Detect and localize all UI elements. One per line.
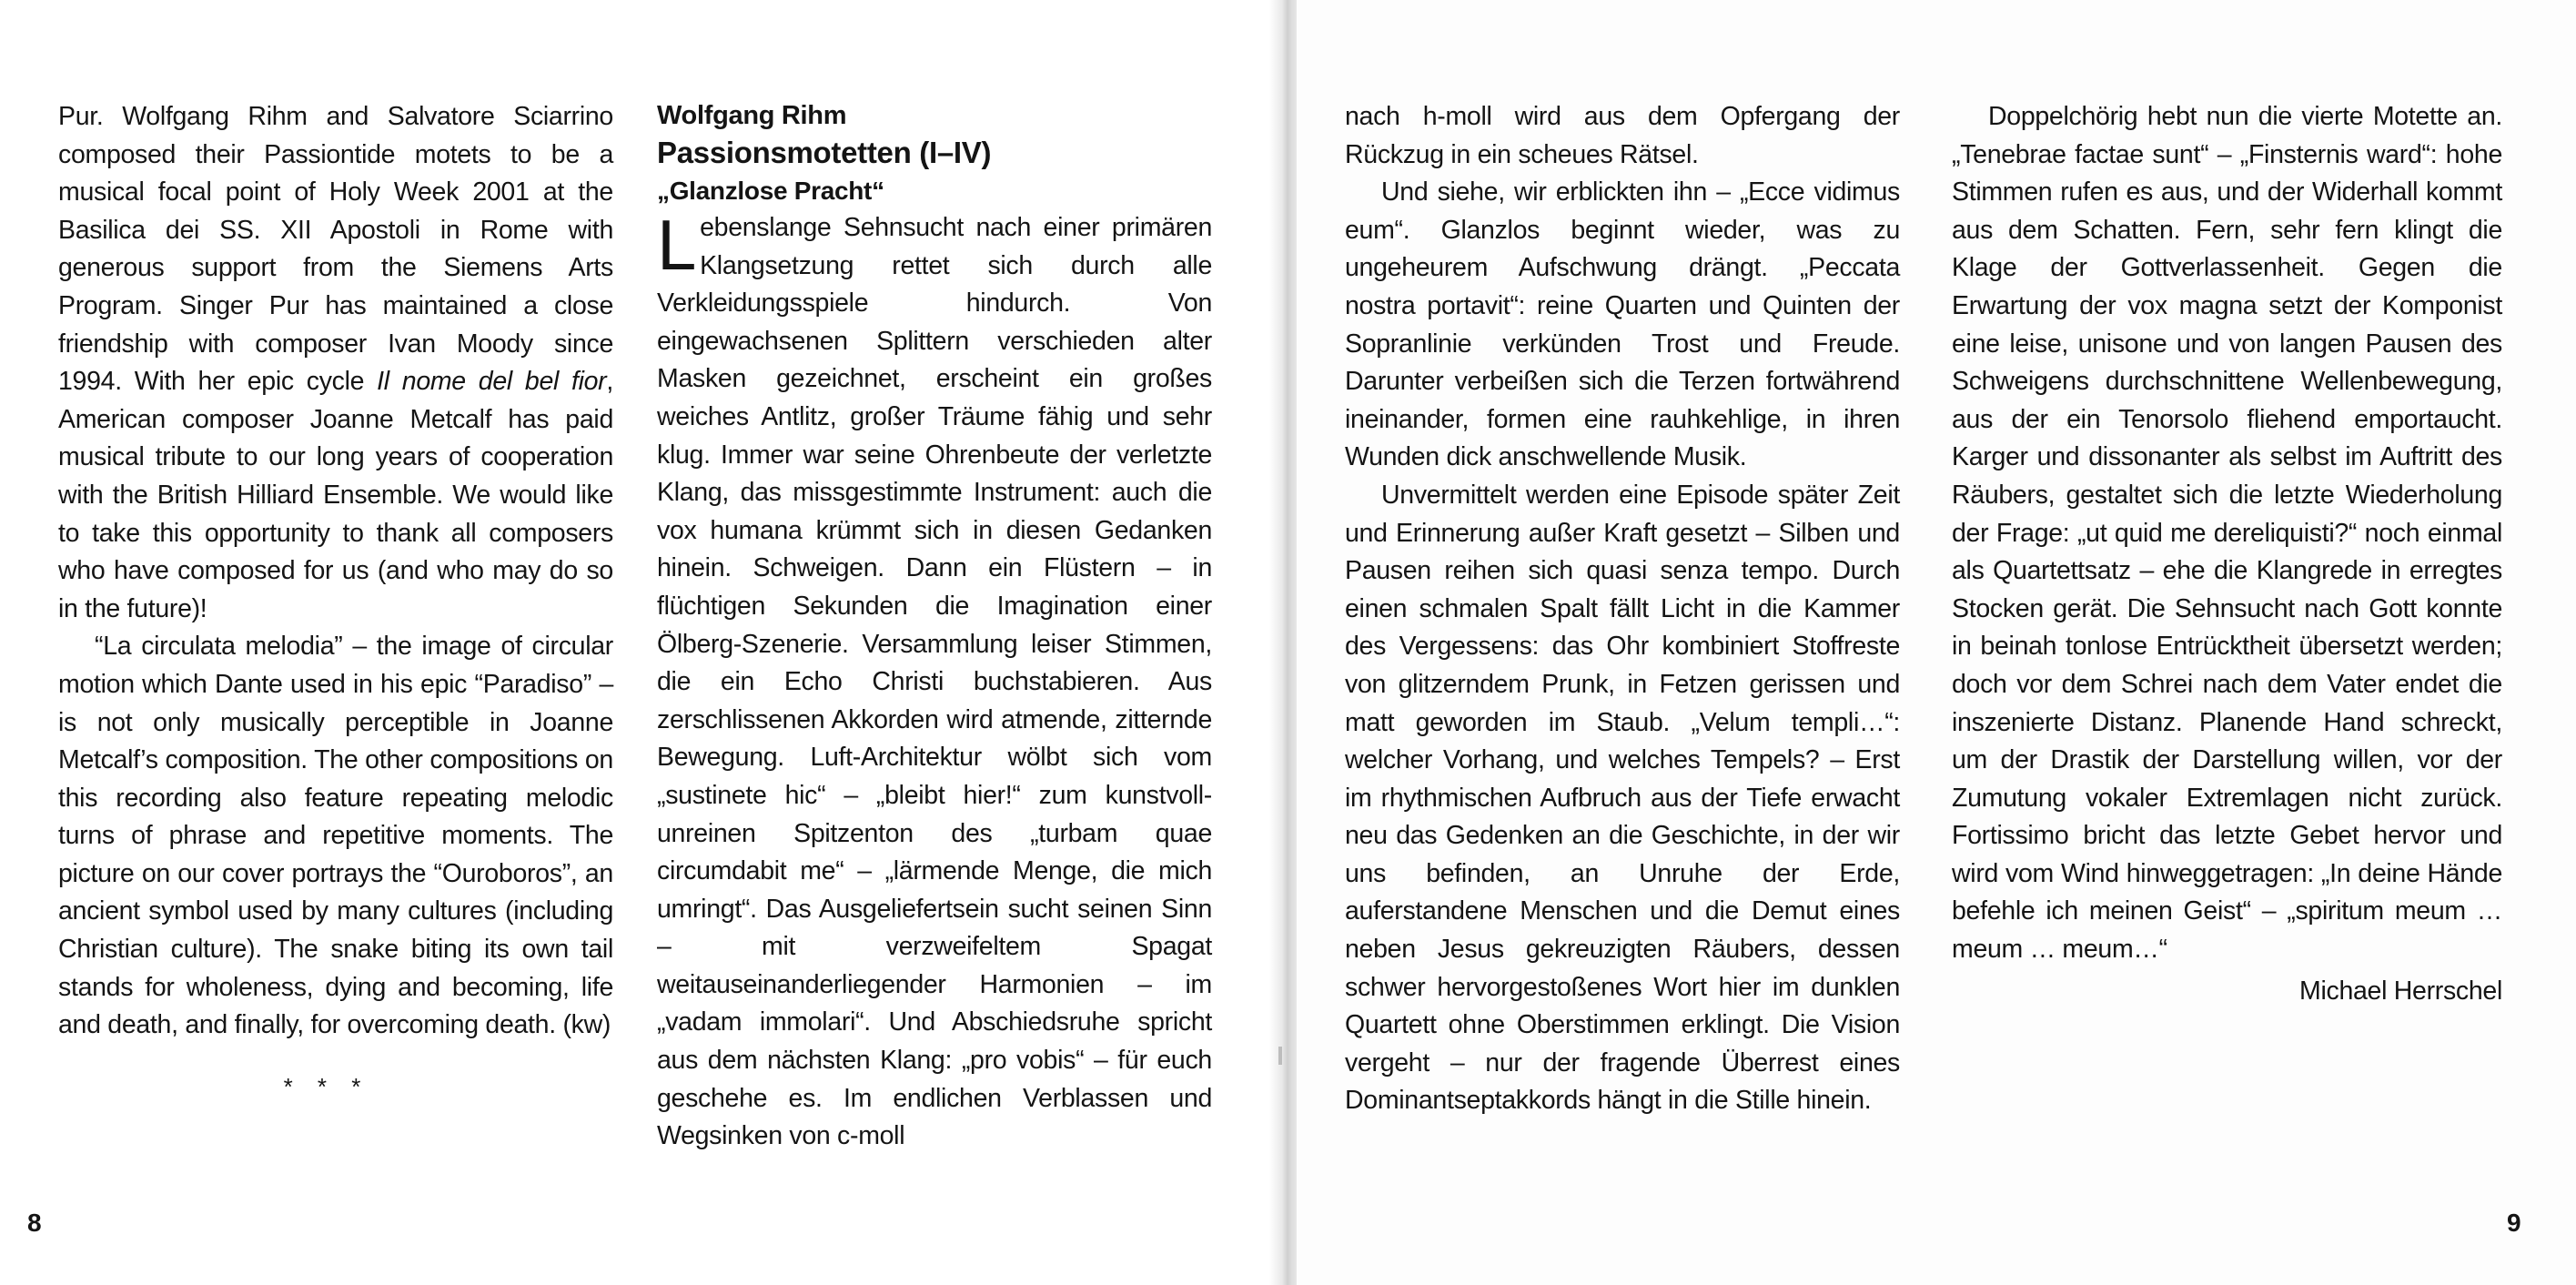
drop-cap: L [657, 205, 697, 285]
page-number-right: 9 [2507, 1209, 2521, 1237]
work-subtitle-heading: „Glanzlose Pracht“ [657, 177, 884, 205]
gutter-mark [1278, 1047, 1282, 1065]
column-rihm-intro [657, 98, 1212, 1156]
page-number-left: 8 [27, 1209, 42, 1237]
english-paragraph-1: Pur. Wolfgang Rihm and Salvatore Sciarrino composed their Passiontide motets to be a musical focal point of Holy Week 2001 at the Basilica dei SS. XII Apostoli in Rome with generous support from the Siemens Arts Program. Singer Pur has maintained a close friendship with composer Ivan Moody since 1994. With her epic cycle Il nome del bel fior, American composer Joanne Metcalf has paid musical tribute to our long years of cooperation with the British Hilliard Ensemble. We would like to take this opportunity to thank all composers who have composed for us (and who may do so in the future)! [58, 102, 613, 623]
left-page [0, 0, 1278, 1285]
german-paragraph-4: Unvermittelt werden eine Episode später Zeit und Erinnerung außer Kraft gesetzt – Silben und Pausen reihen sich quasi senza tempo. Durch einen schmalen Spalt fällt Licht in die Kammer des Vergessens: das Ohr kombiniert Stoffreste von glitzerndem Prunk, in Fetzen gerissen und matt geworden im Staub. „Velum templi…“: welcher Vorhang, und welches Tempels? – Erst im rhythmischen Aufbruch aus der Tiefe erwacht neu das Gedenken an die Geschichte, in der wir uns befinden, an Unruhe der Erde, auferstandene Menschen und die Demut eines neben Jesus gekreuzigten Räubers, dessen schwer hervorgestoßenes Wort hier im dunklen Quartett ohne Oberstimmen erklingt. Die Vision vergeht – nur der fragende Überrest eines Dominantseptakkords hängt in die Stille hinein. [1345, 480, 1900, 1116]
german-paragraph-2: nach h-moll wird aus dem Opfergang der Rückzug in ein scheues Rätsel. [1345, 102, 1900, 169]
author-signature: Michael Herrschel [2299, 976, 2502, 1006]
section-separator: * * * [283, 1072, 370, 1100]
german-paragraph-1: Lebenslange Sehnsucht nach einer primären Klangsetzung rettet sich durch alle Verkleidungsspiele hindurch. Von eingewachsenen Splittern verschieden alter Masken gezeichnet, erscheint ein großes weiches Antlitz, großer Träume fähig und sehr klug. Immer war seine Ohrenbeute der verletzte Klang, das missgestimmte Instrument: auch die vox humana krümmt sich in diesen Gedanken hinein. Schweigen. Dann ein Flüstern – in flüchtigen Sekunden die Imagination einer Ölberg-Szenerie. Versammlung leiser Stimmen, die ein Echo Christi buchstabieren. Aus zerschlissenen Akkorden wird atmende, zitternde Bewegung. Luft-Architektur wölbt sich vom „sustinete hic“ – „bleibt hier!“ zum kunstvoll-unreinen Spitzenton des „turbam quae circumdabit me“ – „lärmende Menge, die mich umringt“. Das Ausgeliefertsein sucht seinen Sinn – mit verzweifeltem Spagat weitauseinanderliegender Harmonien – im „vadam immolari“. Und Abschiedsruhe spricht aus dem nächsten Klang: „pro vobis“ – für euch geschehe es. Im endlichen Verblassen und Wegsinken von c-moll [657, 205, 1212, 1151]
english-paragraph-2: “La circulata melodia” – the image of circular motion which Dante used in his epic “Paradiso” – is not only musically perceptible in Joanne Metcalf’s composition. The other compositions on this recording also feature repeating melodic turns of phrase and repetitive moments. The picture on our cover portrays the “Ouroboros”, an ancient symbol used by many cultures (including Christian culture). The snake biting its own tail stands for wholeness, dying and becoming, life and death, and finally, for overcoming death. (kw) [58, 632, 613, 1040]
work-title-heading: Passionsmotetten (I–IV) [657, 136, 992, 169]
column-german-continued [1345, 98, 1900, 1120]
column-german-final [1952, 98, 2502, 1010]
german-paragraph-3: Und siehe, wir erblickten ihn – „Ecce vidimus eum“. Glanzlos beginnt wieder, was zu ungeheurem Aufschwung drängt. „Peccata nostra portavit“: reine Quarten und Quinten der Sopranlinie verkünden Trost und Freude. Darunter verbeißen sich die Terzen fortwährend ineinander, formen eine rauhkehlige, in ihren Wunden dick anschwellende Musik. [1345, 177, 1900, 472]
column-english [58, 98, 613, 1106]
german-paragraph-5: Doppelchörig hebt nun die vierte Motette an. „Tenebrae factae sunt“ – „Finsternis ward“: hohe Stimmen rufen es aus, und der Widerhall kommt aus dem Schatten. Fern, sehr fern klingt die Klage der Gottverlassenheit. Gegen die Erwartung der vox magna setzt der Komponist eine leise, unisone und von langen Pausen des Schweigens durchschnittene Wellenbewegung, aus der ein Tenorsolo fliehend emportaucht. Karger und dissonanter als selbst im Auftritt des Räubers, gestaltet sich die letzte Wiederholung der Frage: „ut quid me dereliquisti?“ noch einmal als Quartettsatz – ehe die Klangrede in erregtes Stocken gerät. Die Sehnsucht nach Gott konnte in beinah tonlose Entrücktheit übersetzt werden; doch vor dem Schrei nach dem Vater endet die inszenierte Distanz. Planende Hand schreckt, um der Drastik der Darstellung willen, vor der Zumutung vokaler Extremlagen nicht zurück. Fortissimo bricht das letzte Gebet hervor und wird vom Wind hinweggetragen: „In deine Hände befehle ich meinen Geist“ – „spiritum meum … meum … meum…“ [1952, 102, 2502, 965]
work-title-italic: Il nome del bel fior [377, 367, 607, 397]
composer-heading: Wolfgang Rihm [657, 101, 847, 130]
